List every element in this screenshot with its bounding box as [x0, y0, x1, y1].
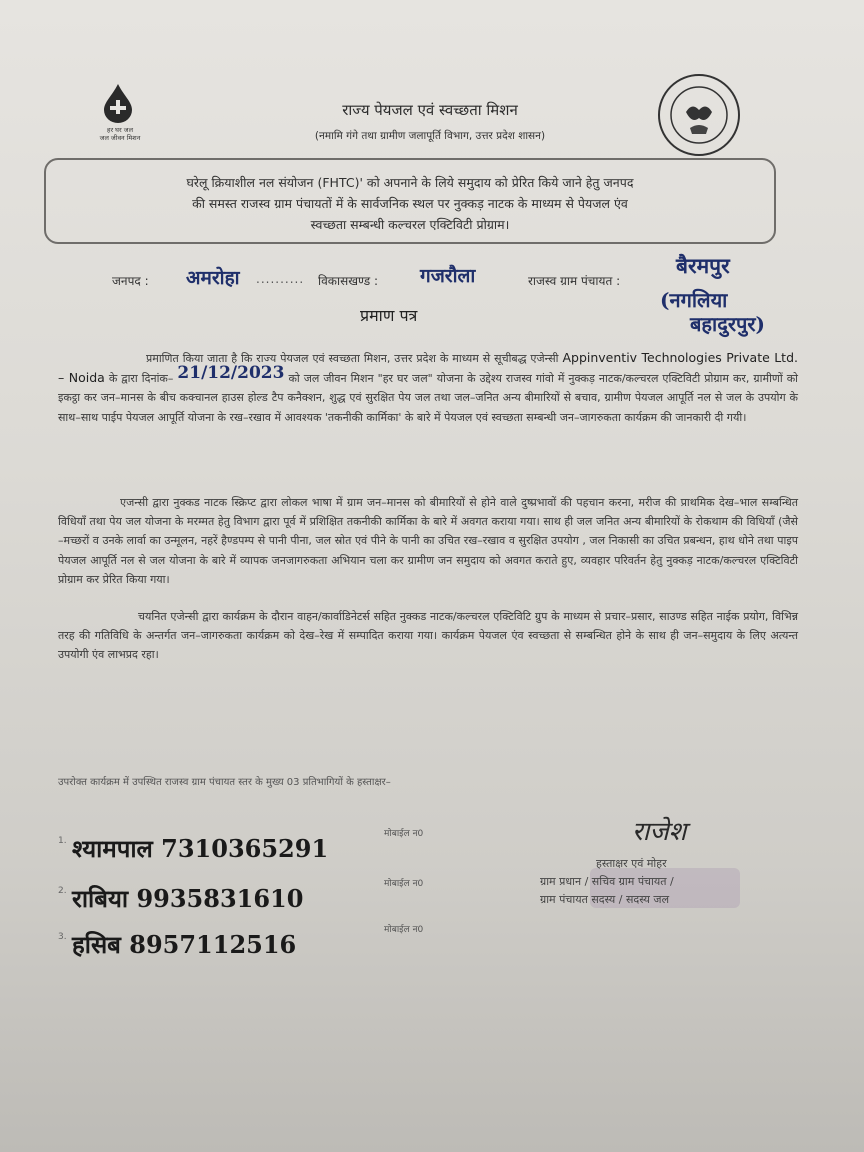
- participant-row: 2. राबिया 9935831610 मोबाईल न0: [58, 882, 498, 922]
- vikaskhand-value: गजरौला: [420, 265, 476, 287]
- janpad-value: अमरोहा: [186, 267, 240, 289]
- program-line-2: की समस्त राजस्व ग्राम पंचायतों में के सार्वजनिक स्थल पर नुक्कड़ नाटक के माध्यम से पेयजल एंव: [192, 196, 628, 211]
- mobile-label: मोबाईल न0: [384, 879, 424, 889]
- org-title: राज्य पेयजल एवं स्वच्छता मिशन: [342, 101, 518, 119]
- official-signature: राजेश: [632, 817, 687, 847]
- signatory-designation-2: ग्राम पंचायत सदस्य / सदस्य जल: [540, 893, 670, 906]
- up-govt-emblem: [656, 72, 742, 158]
- program-date: 21/12/2023: [177, 363, 285, 384]
- janpad-label: जनपद :: [112, 274, 149, 288]
- agency-name: Appinventiv Technologies Private Ltd. – Noida: [58, 350, 798, 386]
- mobile-label: मोबाईल न0: [384, 829, 424, 839]
- participant-entry: राबिया 9935831610: [72, 884, 304, 913]
- program-title-box: [44, 158, 776, 244]
- paragraph-3: चयनित एजेन्सी द्वारा कार्यक्रम के दौरान वाहन/कार्वाडिनेटर्स सहित नुक्कड नाटक/कल्चरल एक्टिविटि ग्रुप के माध्यम से प्रचार–प्रसार, साउण्ड सहित नाईक प्रयोग, विभिन्न तरह की गतिविधि के अन्तर्गत जन–जागरुकता कार्यक्रम को देख–रेख में सम्पादित कराया गया। कार्यक्रम पेयजल एंव स्वच्छता से सम्बन्धित होने के साथ ही जन–समुदाय के लिए अत्यन्त उपयोगी एंव लाभप्रद रहा।: [58, 610, 798, 662]
- signatory-designation-1: ग्राम प्रधान / सचिव ग्राम पंचायत /: [540, 875, 674, 888]
- participant-row: 3. हसिब 8957112516 मोबाईल न0: [58, 928, 498, 968]
- participant-entry: श्यामपाल 7310365291: [72, 834, 329, 863]
- gram-label: राजस्व ग्राम पंचायत :: [528, 274, 621, 288]
- certificate-title: प्रमाण पत्र: [360, 306, 418, 325]
- org-subtitle: (नमामि गंगे तथा ग्रामीण जलापूर्ति विभाग, उत्तर प्रदेश शासन): [314, 130, 546, 142]
- gram-alt-2: बहादुरपुर): [690, 312, 766, 336]
- participant-entry: हसिब 8957112516: [72, 930, 297, 959]
- har-ghar-jal-logo: [80, 82, 160, 162]
- mobile-label: मोबाईल न0: [384, 925, 424, 935]
- program-line-1: घरेलू क्रियाशील नल संयोजन (FHTC)' को अपनाने के लिये समुदाय को प्रेरित किये जाने हेतु जनपद: [186, 175, 634, 190]
- participants-intro: उपरोक्त कार्यक्रम में उपस्थित राजस्व ग्राम पंचायत स्तर के मुख्य 03 प्रतिभागियों के हस्ताक्षर–: [58, 777, 391, 788]
- emblem-icon: [656, 72, 742, 158]
- signature-label: हस्ताक्षर एवं मोहर: [596, 857, 667, 870]
- gram-alt-1: (नगलिया: [660, 288, 728, 312]
- logo-left-text: हर घर जल जल जीवन मिशन: [99, 126, 141, 142]
- gram-value: बैरमपुर: [676, 253, 730, 278]
- paragraph-1: प्रमाणित किया जाता है कि राज्य पेयजल एवं स्वच्छता मिशन, उत्तर प्रदेश के माध्यम से सूचीबद्ध एजेन्सी Appinventiv Technologies Private Ltd. – Noida के द्वारा दिनांक– 21/12/2023 को जल जीवन मिशन "हर घर जल" योजना के उद्देश्य राजस्व गांवो में नुक्कड़ नाटक/कल्चरल एक्टिविटी प्रोग्राम कर, ग्रामीणों को इकट्ठा कर जन–मानस के बीच कक्चानल हाउस होल्ड टैप कनैक्शन, शुद्ध एवं सुरक्षित पेय जल तथा जल–जनित अन्य बीमारियों से बचाव, ग्रामीण पेयजल आपूर्ति नल से जल के उपयोग के साथ–साथ पाईप पेयजल आपूर्ति योजना के रख–रखाव में आवश्यक 'तकनीकी कार्मिका' के बारे में पेयजल एवं स्वच्छता सम्बन्धी जन–जागरुकता कार्यक्रम की जानकारी दी गयी।: [58, 350, 799, 424]
- paragraph-2: एजन्सी द्वारा नुक्कड नाटक स्क्रिप्ट द्वारा लोकल भाषा में ग्राम जन–मानस को बीमारियों से होने वाले दुष्प्रभावों की पहचान करना, मरीज की प्राथमिक देख–भाल सम्बन्धित विधियाँ तथा पेय जल योजना के मरम्मत हेतु विभाग द्वारा पूर्व में प्रशिक्षित तकनीकी कार्मिका के बारे में अवगत कराया गया। साथ ही जल जनित अन्य बीमारियों के रोकथाम की विधियाँ (जैसे –मच्छरों व उनके लार्वा का उन्मूलन, नहरें हैण्डपम्प से पानी पीना, जल स्रोत एवं पीने के पानी का उचित रख–रखाव व सुरक्षित उपयोग , जल निकासी का उचित प्रबन्धन, हाथ धोने तथा पाइप पेयजल आपूर्ति नल से जल योजना के बारे में व्यापक जनजागरुकता अभियान चला कर ग्रामीण जन समुदाय को अवगत कराते हुए, व्यवहार परिवर्तन हेतु नुक्कड़ नाटक/कल्चरल एक्टिविटी प्रोग्राम कर प्रेरित किया गया।: [58, 496, 798, 586]
- program-line-3: स्वच्छता सम्बन्धी कल्चरल एक्टिविटी प्रोग्राम।: [310, 217, 510, 232]
- vikaskhand-label: विकासखण्ड :: [318, 274, 379, 288]
- participant-row: 1. श्यामपाल 7310365291 मोबाईल न0: [58, 832, 498, 872]
- janpad-dots: ..........: [256, 272, 305, 286]
- water-drop-icon: [98, 82, 138, 124]
